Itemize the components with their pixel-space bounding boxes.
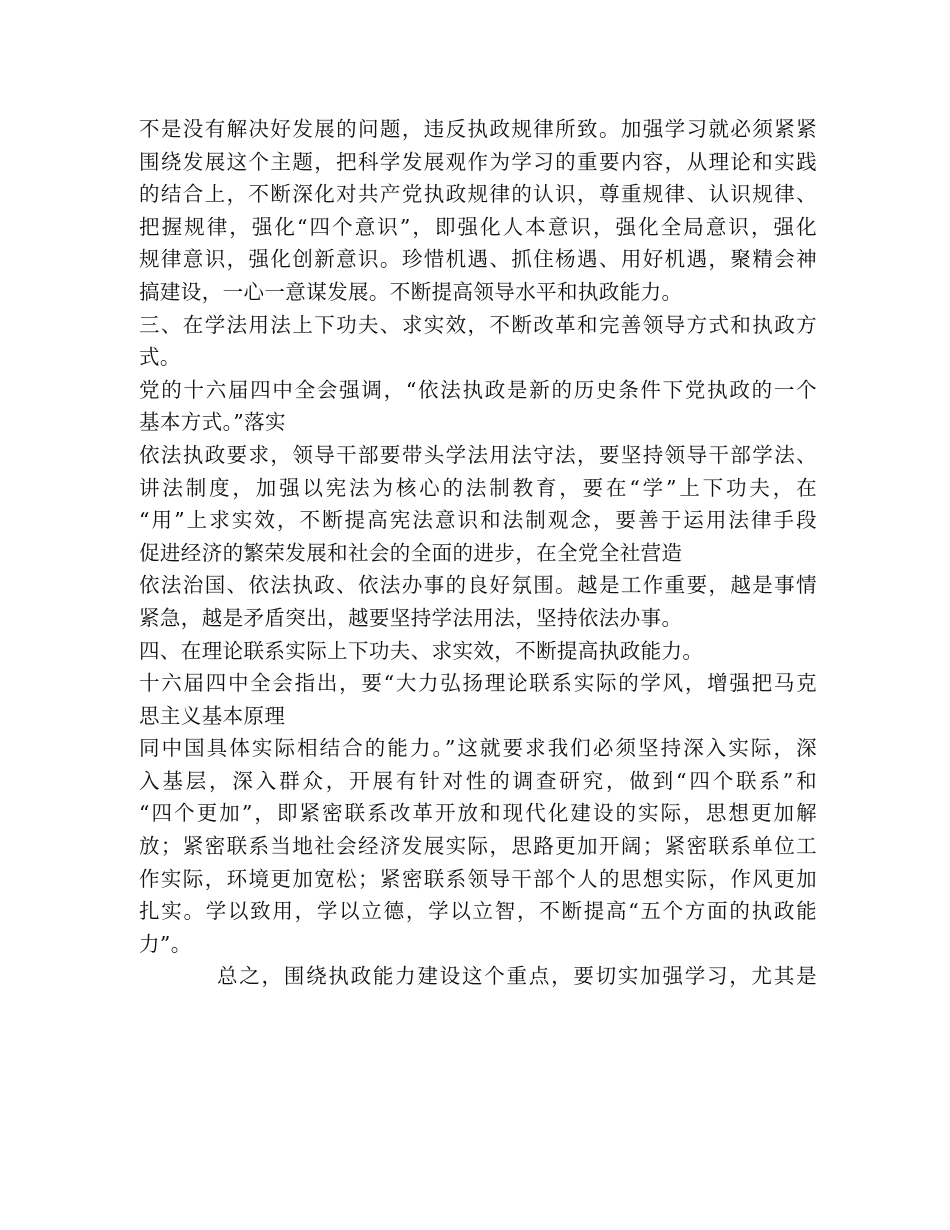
- text-line: 四、在理论联系实际上下功夫、求实效，不断提高执政能力。: [139, 638, 704, 663]
- document-body: [139, 113, 817, 993]
- text-line: 紧急，越是矛盾突出，越要坚持学法用法，坚持依法办事。: [139, 605, 683, 630]
- text-line: 三、在学法用法上下功夫、求实效，不断改革和完善领导方式和执政方: [139, 312, 817, 337]
- text-line: 力”。: [139, 931, 192, 956]
- text-line: 扎实。学以致用，学以立德，学以立智，不断提高“五个方面的执政能: [139, 899, 817, 924]
- text-line: “用”上求实效，不断提高宪法意识和法制观念，要善于运用法律手段: [139, 508, 817, 533]
- text-line: 十六届四中全会指出，要“大力弘扬理论联系实际的学风，增强把马克: [139, 671, 817, 696]
- text-line: 依法治国、依法执政、依法办事的良好氛围。越是工作重要，越是事情: [139, 573, 817, 598]
- text-line: 基本方式。”落实: [139, 410, 286, 435]
- text-line: 党的十六届四中全会强调，“依法执政是新的历史条件下党执政的一个: [139, 377, 817, 402]
- text-line: 入基层，深入群众，开展有针对性的调查研究，做到“四个联系”和: [139, 768, 817, 793]
- text-line: 促进经济的繁荣发展和社会的全面的进步，在全党全社营造: [139, 540, 683, 565]
- text-line: 同中国具体实际相结合的能力。”这就要求我们必须坚持深入实际，深: [139, 736, 817, 761]
- text-line: “四个更加”，即紧密联系改革开放和现代化建设的实际，思想更加解: [139, 801, 817, 826]
- text-line: 不是没有解决好发展的问题，违反执政规律所致。加强学习就必须紧紧: [139, 117, 817, 141]
- text-line: 依法执政要求，领导干部要带头学法用法守法，要坚持领导干部学法、: [139, 442, 817, 467]
- text-line: 总之，围绕执政能力建设这个重点，要切实加强学习，尤其是: [217, 964, 817, 989]
- text-line: 的结合上，不断深化对共产党执政规律的认识，尊重规律、认识规律、: [139, 182, 817, 207]
- text-line: 作实际，环境更加宽松；紧密联系领导干部个人的思想实际，作风更加: [139, 866, 817, 891]
- text-line: 把握规律，强化“四个意识”，即强化人本意识，强化全局意识，强化: [139, 214, 817, 239]
- text-line: 放；紧密联系当地社会经济发展实际，思路更加开阔；紧密联系单位工: [139, 834, 817, 859]
- text-line: 思主义基本原理: [139, 703, 286, 728]
- text-line: 式。: [139, 345, 181, 370]
- text-line: 搞建设，一心一意谋发展。不断提高领导水平和执政能力。: [139, 279, 683, 304]
- text-line: 围绕发展这个主题，把科学发展观作为学习的重要内容，从理论和实践: [139, 149, 817, 174]
- text-line: 讲法制度，加强以宪法为核心的法制教育，要在“学”上下功夫，在: [139, 475, 817, 500]
- text-line: 规律意识，强化创新意识。珍惜机遇、抓住杨遇、用好机遇，聚精会神: [139, 247, 817, 272]
